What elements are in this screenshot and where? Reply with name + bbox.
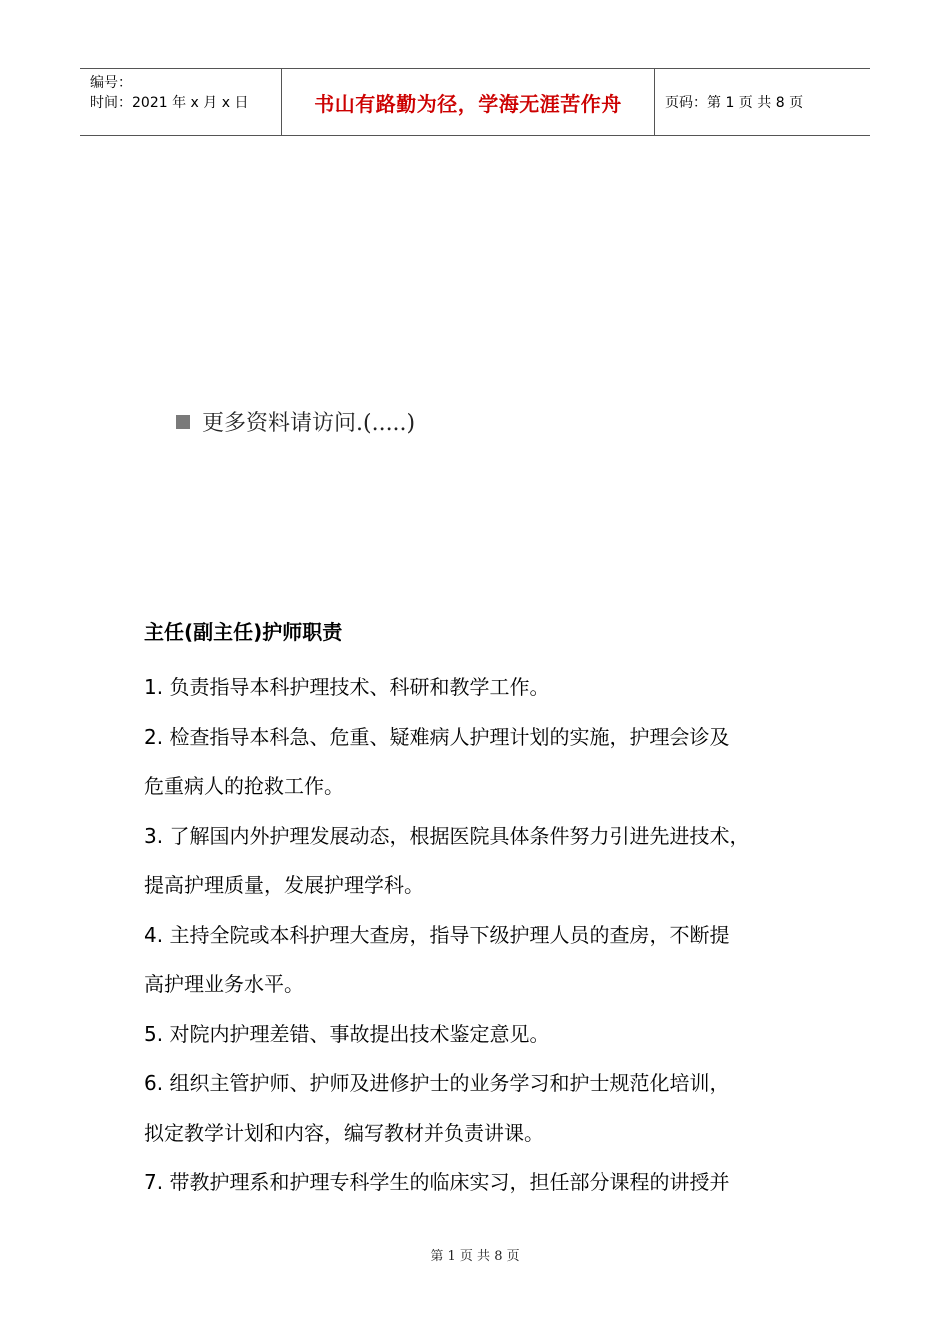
document-body: [144, 614, 824, 1208]
body-line: 4. 主持全院或本科护理大查房，指导下级护理人员的查房，不断提: [144, 922, 730, 947]
body-line: 6. 组织主管护师、护师及进修护士的业务学习和护士规范化培训，: [144, 1071, 730, 1095]
motto-text: 书山有路勤为径，学海无涯苦作舟: [314, 91, 622, 116]
header-table: [80, 68, 870, 136]
body-line: 拟定教学计划和内容，编写教材并负责讲课。: [144, 1120, 544, 1145]
body-line: 3. 了解国内外护理发展动态，根据医院具体条件努力引进先进技术，: [144, 823, 750, 848]
body-line: 7. 带教护理系和护理专科学生的临床实习，担任部分课程的讲授并: [144, 1170, 730, 1194]
motto-cell: [282, 69, 655, 135]
page-footer: [0, 1245, 950, 1264]
page-info-cell: [655, 69, 870, 135]
body-line: 1. 负责指导本科护理技术、科研和教学工作。: [144, 675, 550, 699]
body-line: 危重病人的抢救工作。: [144, 774, 344, 798]
footer-page-number: 第 1 页 共 8 页: [430, 1249, 520, 1264]
page-info-text: 页码：第 1 页 共 8 页: [665, 95, 804, 111]
header-meta-cell: [80, 69, 282, 135]
body-line: 提高护理质量，发展护理学科。: [144, 873, 424, 897]
body-line: 5. 对院内护理差错、事故提出技术鉴定意见。: [144, 1021, 550, 1046]
body-line: 高护理业务水平。: [144, 972, 304, 996]
document-title: 主任(副主任)护师职责: [144, 620, 343, 644]
number-label: 编号：: [90, 75, 132, 91]
more-info-line: [176, 406, 415, 437]
body-line: 2. 检查指导本科急、危重、疑难病人护理计划的实施，护理会诊及: [144, 724, 730, 749]
more-info-text: 更多资料请访问.(.....): [202, 411, 416, 436]
date-label: 时间：2021 年 x 月 x 日: [90, 95, 249, 111]
square-bullet-icon: [176, 415, 190, 429]
